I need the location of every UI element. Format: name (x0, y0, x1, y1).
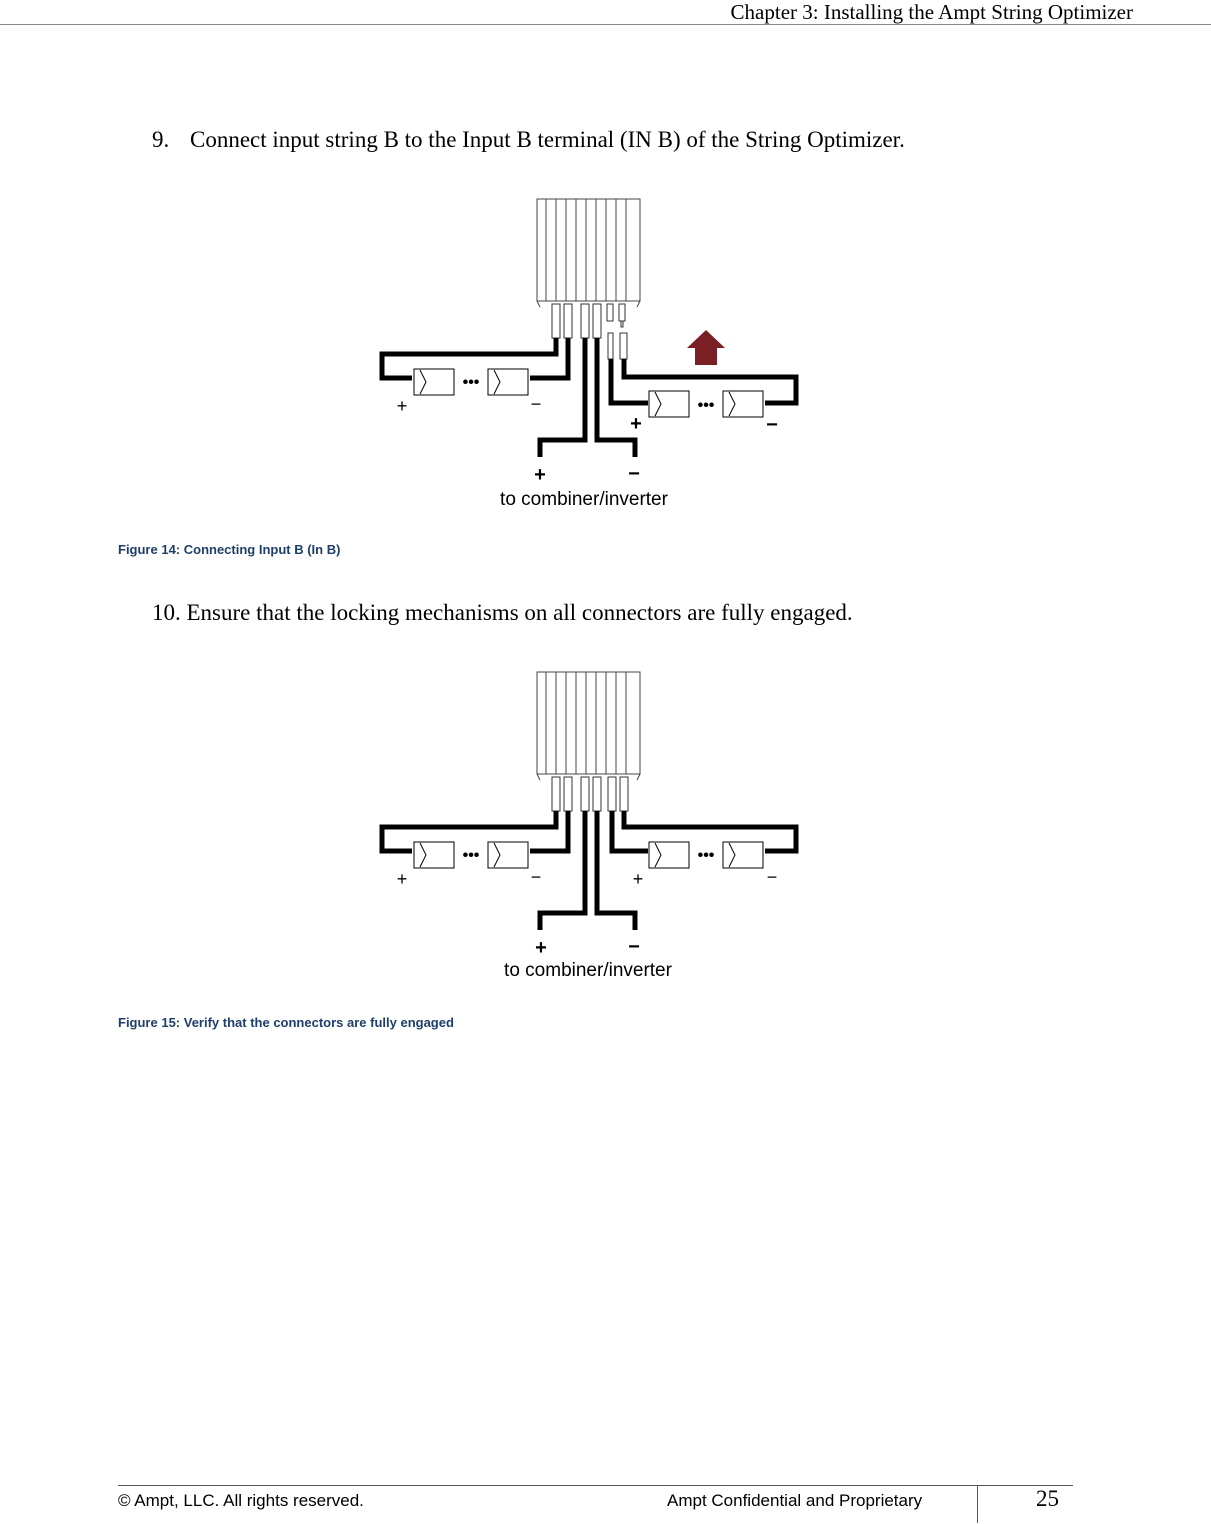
footer-separator (977, 1485, 978, 1523)
minus-label-output: − (628, 936, 640, 958)
page-number: 25 (1036, 1486, 1059, 1511)
plus-label-output: + (535, 937, 547, 959)
plus-label-string-a: + (396, 396, 408, 416)
footer-copyright: © Ampt, LLC. All rights reserved. (118, 1491, 364, 1510)
step-text: Connect input string B to the Input B terminal (IN B) of the String Optimizer. (190, 127, 905, 152)
up-arrow-icon (687, 330, 725, 365)
optimizer-device (537, 199, 640, 307)
wiring (382, 811, 796, 930)
chapter-header: Chapter 3: Installing the Ampt String Optimizer (730, 0, 1133, 24)
step-9 (152, 127, 905, 153)
ellipsis-b: ••• (697, 397, 715, 414)
footer-rule (118, 1485, 1073, 1486)
plus-label-output: + (534, 464, 546, 486)
minus-label-string-a: − (530, 394, 542, 414)
terminal-connectors (552, 777, 628, 811)
figure-14-caption: Figure 14: Connecting Input B (In B) (118, 542, 341, 557)
step-10 (152, 600, 853, 626)
minus-label-string-b: − (766, 414, 778, 436)
step-number: 9. (152, 127, 170, 152)
footer-confidential: Ampt Confidential and Proprietary (667, 1491, 923, 1510)
minus-label-output: − (628, 463, 640, 485)
optimizer-device (537, 672, 640, 780)
figure-15-caption: Figure 15: Verify that the connectors are fully engaged (118, 1015, 454, 1030)
terminal-connectors (552, 304, 627, 359)
figure-14-diagram (370, 190, 810, 510)
output-label: to combiner/inverter (504, 960, 672, 981)
ellipsis-a: ••• (462, 847, 480, 864)
ellipsis-a: ••• (462, 374, 480, 391)
output-label: to combiner/inverter (500, 489, 668, 510)
step-number: 10. (152, 600, 181, 625)
figure-15-diagram (370, 663, 810, 983)
plus-label-string-b: + (632, 869, 644, 889)
ellipsis-b: ••• (697, 847, 715, 864)
plus-label-string-a: + (396, 869, 408, 889)
header-rule (0, 24, 1211, 25)
step-text: Ensure that the locking mechanisms on all connectors are fully engaged. (186, 600, 853, 625)
minus-label-string-b: − (766, 867, 778, 887)
minus-label-string-a: − (530, 867, 542, 887)
plus-label-string-b: + (630, 413, 642, 435)
